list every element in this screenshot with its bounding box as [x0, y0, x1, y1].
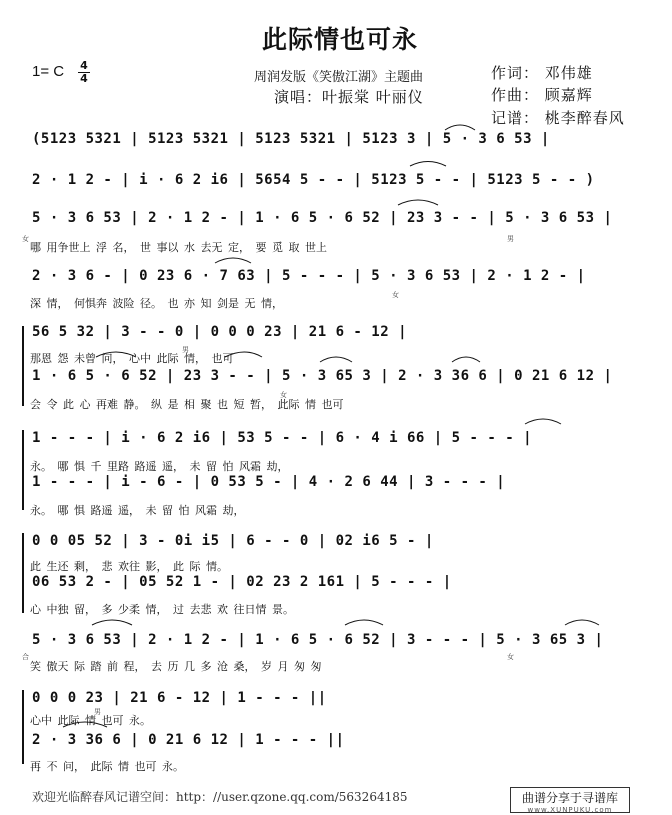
score-line-6-lyrics: 会 令 此 心 再难 静。 纵 是 相 聚 也 短 暂， 此际 情 也可 — [30, 398, 344, 411]
score-line-10-notes: 06 53 2 - | 05 52 1 - | 02 23 2 161 | 5 - - - | — [32, 574, 452, 590]
score-line-5-notes: 56 5 32 | 3 - - 0 | 0 0 0 23 | 21 6 - 12 | — [32, 324, 408, 340]
source-badge — [510, 787, 630, 813]
score-line-12-lyrics: 心中 此际 情 也可 永。 — [30, 714, 151, 727]
source-badge-url: www.XUNPUKU.com — [527, 806, 613, 814]
score-line-4-lyrics: 深 情， 何惧奔 波险 径。 也 亦 知 剑是 无 情， — [30, 297, 283, 310]
time-signature-top: 4 — [80, 59, 88, 72]
female-voice-mark: 女 — [22, 235, 29, 243]
tie-arc — [345, 620, 383, 625]
score-line-11-notes: 5 · 3 6 53 | 2 · 1 2 - | 1 · 6 5 · 6 52 | 3 - - - | 5 · 3 65 3 | — [32, 632, 604, 648]
tie-arc — [565, 620, 599, 625]
tie-arc — [525, 419, 561, 424]
tie-arc — [225, 352, 262, 357]
composer: 作曲： 顾嘉辉 — [491, 86, 593, 104]
tie-arc — [445, 125, 475, 130]
score-line-12-notes: 0 0 0 23 | 21 6 - 12 | 1 - - - || — [32, 690, 327, 706]
score-line-3-notes: 5 · 3 6 53 | 2 · 1 2 - | 1 · 6 5 · 6 52 | 23 3 - - | 5 · 3 6 53 | — [32, 210, 613, 226]
score-line-4-notes: 2 · 3 6 - | 0 23 6 · 7 63 | 5 - - - | 5 · 3 6 53 | 2 · 1 2 - | — [32, 268, 586, 284]
male-voice-mark: 男 — [182, 346, 189, 354]
transcriber: 记谱： 桃李醉春风 — [491, 109, 625, 127]
score-line-3-lyrics: 哪 用争世上 浮 名， 世 事以 水 去无 定， 要 觅 取 世上 — [30, 241, 327, 254]
female-voice-mark: 女 — [392, 291, 399, 299]
score-line-10-lyrics: 心 中独 留， 多 少柔 情， 过 去悲 欢 往日情 景。 — [30, 603, 294, 616]
song-title: 此际情也可永 — [262, 25, 419, 54]
female-voice-mark: 女 — [507, 653, 514, 661]
tie-arc — [452, 357, 480, 362]
score-line-7-lyrics: 永。 哪 惧 千 里路 路遥 遥， 未 留 怕 风霜 劫， — [30, 460, 289, 473]
tie-arc — [398, 200, 438, 205]
tie-arc — [92, 620, 132, 625]
score-line-11-lyrics: 笑 傲天 际 踏 前 程， 去 历 几 多 沧 桑， 岁 月 匆 匆 — [30, 660, 322, 673]
score-line-7-notes: 1 - - - | i · 6 2 i6 | 53 5 - - | 6 · 4 i 66 | 5 - - - | — [32, 430, 533, 446]
singers: 演唱：叶振棠 叶丽仪 — [274, 88, 424, 106]
score-line-13-lyrics: 再 不 问， 此际 情 也可 永。 — [30, 760, 184, 773]
tie-arc — [410, 162, 446, 167]
score-line-5-lyrics: 那恩 怨 未曾 问， 心中 此际 情， 也可 — [30, 352, 234, 365]
score-line-6-notes: 1 · 6 5 · 6 52 | 23 3 - - | 5 · 3 65 3 | 2 · 3 36 6 | 0 21 6 12 | — [32, 368, 613, 384]
tie-arc — [320, 357, 352, 362]
key-signature: 1= C — [32, 63, 65, 80]
score-line-2-notes: 2 · 1 2 - | i · 6 2 i6 | 5654 5 - - | 5123 5 - - | 5123 5 - - ) — [32, 172, 595, 188]
female-voice-mark: 女 — [280, 391, 287, 399]
lyricist: 作词： 邓伟雄 — [491, 64, 593, 82]
subtitle: 周润发版《笑傲江湖》主题曲 — [254, 70, 424, 85]
male-voice-mark: 男 — [94, 708, 101, 716]
score-line-1-notes: (5123 5321 | 5123 5321 | 5123 5321 | 5123 3 | 5 · 3 6 53 | — [32, 131, 550, 147]
score-line-8-notes: 1 - - - | i - 6 - | 0 53 5 - | 4 · 2 6 44 | 3 - - - | — [32, 474, 506, 490]
score-line-13-notes: 2 · 3 36 6 | 0 21 6 12 | 1 - - - || — [32, 732, 345, 748]
tie-arc — [96, 352, 136, 357]
tie-arc — [63, 722, 107, 727]
time-signature-bottom: 4 — [80, 72, 88, 85]
score-line-9-notes: 0 0 05 52 | 3 - 0i i5 | 6 - - 0 | 02 i6 5 - | — [32, 533, 434, 549]
score-line-9-lyrics: 此 生还 剩， 悲 欢往 影， 此 际 情。 — [30, 560, 228, 573]
footer-visit-text: 欢迎光临醉春风记谱空间：http：//user.qzone.qq.com/563264185 — [32, 790, 408, 804]
tie-arc — [215, 258, 251, 263]
male-voice-mark: 男 — [507, 235, 514, 243]
chorus-voice-mark: 合 — [22, 653, 29, 661]
source-badge-text: 曲谱分享于寻谱库 — [521, 791, 618, 805]
score-line-8-lyrics: 永。 哪 惧 路遥 遥， 未 留 怕 风霜 劫， — [30, 504, 245, 517]
